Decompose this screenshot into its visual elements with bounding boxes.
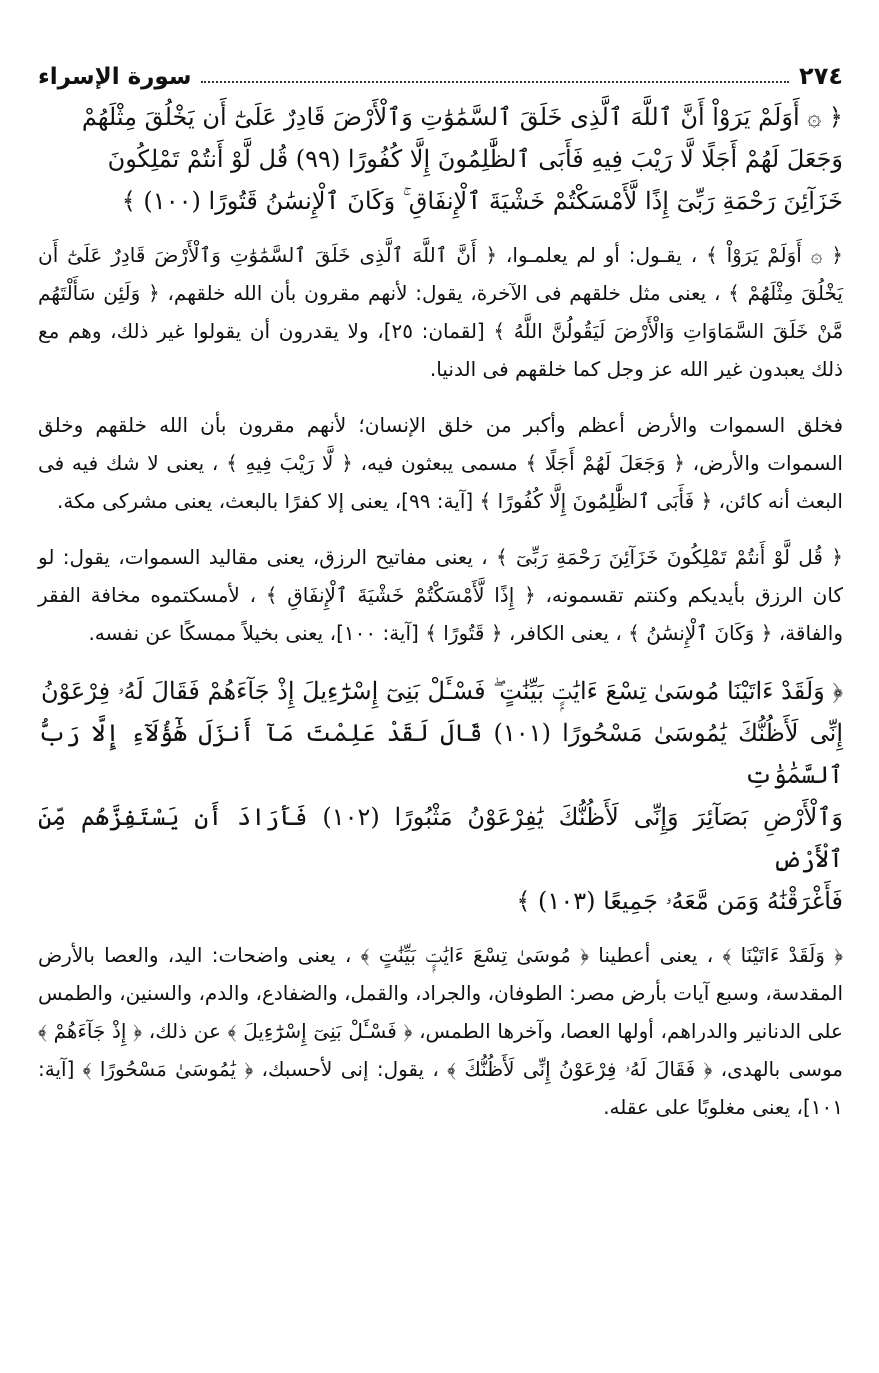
surah-title: سورة الإسراء [38,64,192,90]
commentary-block [38,236,843,652]
section-block-2 [38,670,843,1126]
commentary-paragraph: ﴿ قُل لَّوْ أَنتُمْ تَمْلِكُونَ خَزَآئِنَ رَحْمَةِ رَبِّىٓ ﴾ ، يعنى مفاتيح الرزق، يعنى مقاليد السموات، يقول: لو كان الرزق بأيديكم وكنتم تقسمونه، ﴿ إِذًا لَّأَمْسَكْتُمْ خَشْيَةَ ٱلْإِنفَاقِ ﴾ ، لأمسكتموه مخافة الفقر والفاقة، ﴿ وَكَانَ ٱلْإِنسَٰنُ ﴾ ، يعنى الكافر، ﴿ قَتُورًا ﴾ [آية: ١٠٠]، يعنى بخيلاً ممسكًا عن نفسه. [38,545,843,645]
verse-line: ﴿ وَلَقَدْ ءَاتَيْنَا مُوسَىٰ تِسْعَ ءَايَٰتٍۭ بَيِّنَٰتٍ ۖ فَسْـَٔلْ بَنِىٓ إِسْرَٰٓءِيلَ إِذْ جَآءَهُمْ فَقَالَ لَهُۥ فِرْعَوْنُ [41,677,843,705]
verse-line: فَأَغْرَقْنَٰهُ وَمَن مَّعَهُۥ جَمِيعًا (١٠٣) ﴾ [516,887,843,915]
page-number: ٢٧٤ [799,62,843,90]
section-block-1 [38,96,843,652]
verse-line: وَٱلْأَرْضِ بَصَآئِرَ وَإِنِّى لَأَظُنُّكَ يَٰفِرْعَوْنُ مَثْبُورًا (١٠٢) فَأَرَادَ أَن يَسْتَفِزَّهُم مِّنَ ٱلْأَرْضِ [38,803,843,873]
header-dotted-leader [201,81,789,83]
commentary-paragraph: ﴿ ۞ أَوَلَمْ يَرَوْاْ ﴾ ، يقـول: أو لم يعلمـوا، ﴿ أَنَّ ٱللَّهَ ٱلَّذِى خَلَقَ ٱلسَّمَٰوَٰتِ وَٱلْأَرْضَ قَادِرٌ عَلَىٰٓ أَن يَخْلُقَ مِثْلَهُمْ ﴾ ، يعنى مثل خلقهم فى الآخرة، يقول: لأنهم مقرون بأن الله خلقهم، ﴿ وَلَئِن سَأَلْتَهُم مَّنْ خَلَقَ السَّمَاوَاتِ وَالْأَرْضَ لَيَقُولُنَّ اللَّهُ ﴾ [لقمان: ٢٥]، ولا يقدرون أن يقولوا غير ذلك، وهم مع ذلك يعبدون غير الله عز وجل كما خلقهم فى الدنيا. [38,243,843,381]
quran-verse-block [38,96,843,222]
page-header [38,52,843,90]
commentary-paragraph: ﴿ وَلَقَدْ ءَاتَيْنَا ﴾ ، يعنى أعطينا ﴿ مُوسَىٰ تِسْعَ ءَايَٰتٍۭ بَيِّنَٰتٍ ﴾ ، يعنى واضحات: اليد، والعصا بالأرض المقدسة، وسبع آيات بأرض مصر: الطوفان، والجراد، والقمل، والضفادع، والدم، والسنين، والطمس على الدنانير والدراهم، أولها العصا، وآخرها الطمس، ﴿ فَسْـَٔلْ بَنِىٓ إِسْرَٰٓءِيلَ ﴾ عن ذلك، ﴿ إِذْ جَآءَهُمْ ﴾ موسى بالهدى، ﴿ فَقَالَ لَهُۥ فِرْعَوْنُ إِنِّى لَأَظُنُّكَ ﴾ ، يقول: إنى لأحسبك، ﴿ يَٰمُوسَىٰ مَسْحُورًا ﴾ [آية: ١٠١]، يعنى مغلوبًا على عقله. [38,943,843,1119]
verse-line: وَجَعَلَ لَهُمْ أَجَلًا لَّا رَيْبَ فِيهِ فَأَبَى ٱلظَّٰلِمُونَ إِلَّا كُفُورًا (٩٩) قُل لَّوْ أَنتُمْ تَمْلِكُونَ [107,145,843,173]
commentary-block [38,936,843,1126]
quran-verse-block [38,670,843,922]
commentary-paragraph: فخلق السموات والأرض أعظم وأكبر من خلق الإنسان؛ لأنهم مقرون بأن الله خلقهم وخلق السموات والأرض، ﴿ وَجَعَلَ لَهُمْ أَجَلًا ﴾ مسمى يبعثون فيه، ﴿ لَّا رَيْبَ فِيهِ ﴾ ، يعنى لا شك فيه فى البعث أنه كائن، ﴿ فَأَبَى ٱلظَّٰلِمُونَ إِلَّا كُفُورًا ﴾ [آية: ٩٩]، يعنى إلا كفرًا بالبعث، يعنى مشركى مكة. [38,413,843,513]
verse-line: إِنِّى لَأَظُنُّكَ يَٰمُوسَىٰ مَسْحُورًا (١٠١) قَالَ لَقَدْ عَلِمْتَ مَآ أَنزَلَ هَٰٓؤُلَآءِ إِلَّا رَبُّ ٱلسَّمَٰوَٰتِ [38,719,843,789]
verse-line: خَزَآئِنَ رَحْمَةِ رَبِّىٓ إِذًا لَّأَمْسَكْتُمْ خَشْيَةَ ٱلْإِنفَاقِ ۚ وَكَانَ ٱلْإِنسَٰنُ قَتُورًا (١٠٠) ﴾ [121,187,843,215]
verse-line: ﴿ ۞ أَوَلَمْ يَرَوْاْ أَنَّ ٱللَّهَ ٱلَّذِى خَلَقَ ٱلسَّمَٰوَٰتِ وَٱلْأَرْضَ قَادِرٌ عَلَىٰٓ أَن يَخْلُقَ مِثْلَهُمْ [81,103,843,131]
